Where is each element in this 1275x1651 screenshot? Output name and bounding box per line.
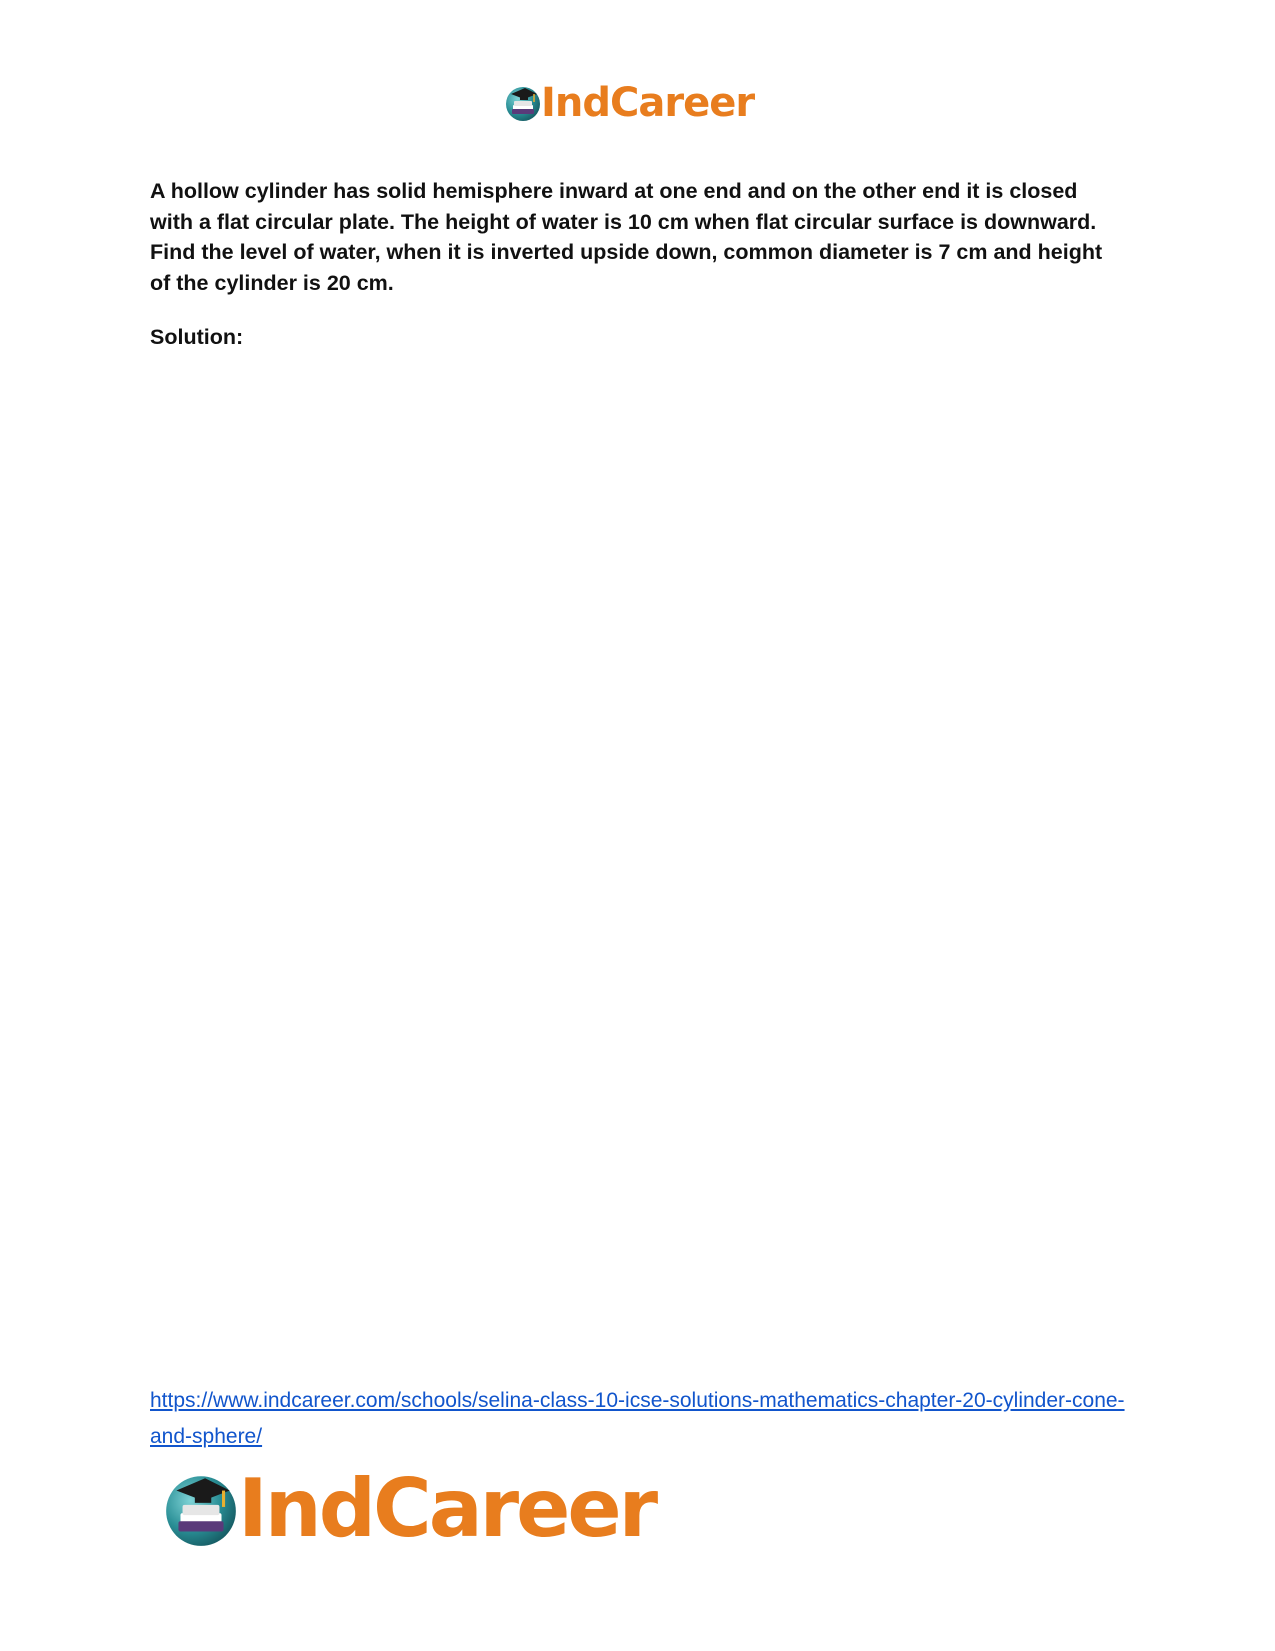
logo-wordmark: IndCareer (238, 1462, 656, 1555)
source-link[interactable]: https://www.indcareer.com/schools/selina-class-10-icse-solutions-mathematics-chapter-20-cylinder-cone-and-sphere/ (150, 1389, 1125, 1448)
logo-wordmark: IndCareer (541, 80, 755, 126)
graduation-globe-icon (503, 83, 543, 123)
solution-label: Solution: (150, 325, 244, 349)
footer-logo (160, 1462, 700, 1555)
header-logo (503, 80, 778, 126)
graduation-globe-icon (160, 1468, 242, 1550)
question-text: A hollow cylinder has solid hemisphere inward at one end and on the other end it is closed with a flat circular plate. The height of water is 10 cm when flat circular surface is downward. Find the level of water, when it is inverted upside down, common diameter is 7 cm and height of the cylinder is 20 cm. (150, 179, 1103, 295)
